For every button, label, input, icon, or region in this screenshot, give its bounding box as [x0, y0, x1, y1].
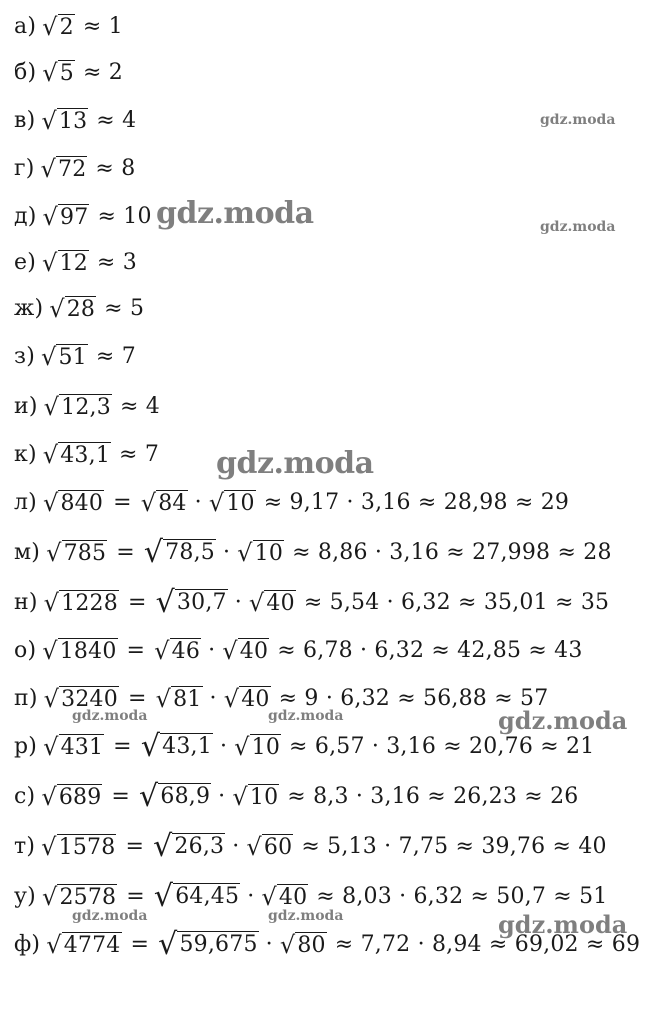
square-root: [43, 734, 104, 759]
watermark: gdz.moda: [540, 112, 616, 128]
radicand: 30,7: [176, 590, 227, 615]
square-root: [46, 540, 107, 565]
radical-sign: √: [41, 882, 58, 911]
solution-line: [14, 530, 612, 574]
radicand: 51: [58, 344, 87, 370]
item-label: е): [14, 249, 37, 275]
solution-line: [14, 628, 583, 672]
square-root: [232, 784, 279, 809]
multiply-dot: ·: [232, 833, 240, 859]
radicand: 1840: [59, 638, 117, 664]
item-label: у): [14, 883, 36, 909]
watermark: gdz.moda: [498, 910, 628, 939]
radical-sign: √: [232, 782, 248, 811]
square-root: [41, 156, 88, 181]
multiply-dot: ·: [234, 589, 242, 615]
item-label: н): [14, 589, 38, 615]
radical-sign: √: [43, 732, 59, 761]
equals-sign: =: [126, 637, 146, 663]
radical-sign: √: [154, 636, 170, 665]
multiply-dot: ·: [209, 685, 217, 711]
radical-sign: √: [143, 535, 164, 570]
solution-line: [14, 580, 609, 624]
watermark: gdz.moda: [216, 446, 374, 481]
radical-sign: √: [42, 12, 58, 41]
radical-sign: √: [153, 829, 173, 864]
radical-sign: √: [261, 882, 277, 911]
approximation: ≈ 9 · 6,32 ≈ 56,88 ≈ 57: [278, 685, 549, 711]
radicand: 840: [60, 490, 104, 516]
solution-line: [14, 50, 123, 94]
equals-sign: =: [126, 883, 145, 909]
radical-sign: √: [208, 488, 225, 517]
approximation: ≈ 5,54 · 6,32 ≈ 35,01 ≈ 35: [303, 589, 610, 615]
square-root: [153, 829, 225, 864]
solution-line: [14, 432, 159, 476]
approximation: ≈ 8,3 · 3,16 ≈ 26,23 ≈ 26: [287, 783, 579, 809]
radicand: 13: [58, 108, 88, 134]
solution-line: [14, 4, 123, 48]
radical-sign: √: [222, 636, 238, 665]
radical-sign: √: [237, 538, 253, 567]
approximation: ≈ 8,86 · 3,16 ≈ 27,998 ≈ 28: [292, 539, 612, 565]
equals-sign: =: [113, 489, 132, 515]
radicand: 10: [251, 734, 281, 760]
radicand: 1578: [58, 834, 116, 860]
multiply-dot: ·: [247, 883, 255, 909]
radical-sign: √: [41, 782, 57, 811]
radical-sign: √: [139, 779, 159, 814]
radicand: 72: [58, 156, 87, 182]
square-root: [154, 638, 201, 663]
radicand: 43,1: [162, 734, 212, 759]
square-root: [43, 490, 104, 515]
radical-sign: √: [140, 488, 157, 517]
radicand: 785: [63, 540, 107, 566]
approximation: ≈ 8,03 · 6,32 ≈ 50,7 ≈ 51: [316, 883, 608, 909]
radicand: 60: [263, 834, 293, 860]
solution-line: [14, 286, 144, 330]
radicand: 12,3: [61, 394, 111, 420]
square-root: [222, 638, 269, 663]
radicand: 40: [278, 884, 308, 910]
square-root: [280, 932, 327, 957]
square-root: [246, 834, 293, 859]
radicand: 28: [66, 296, 96, 322]
square-root: [44, 590, 119, 615]
item-label: в): [14, 107, 36, 133]
approximation: ≈ 7: [119, 441, 160, 467]
radical-sign: √: [43, 588, 60, 617]
radical-sign: √: [42, 202, 59, 231]
approximation: ≈ 6,57 · 3,16 ≈ 20,76 ≈ 21: [289, 733, 595, 759]
approximation: ≈ 2: [82, 59, 123, 85]
square-root: [44, 686, 119, 711]
multiply-dot: ·: [222, 539, 231, 565]
multiply-dot: ·: [208, 637, 216, 663]
radicand: 97: [60, 204, 89, 230]
radical-sign: √: [153, 879, 174, 914]
square-root: [42, 60, 75, 85]
equals-sign: =: [127, 685, 147, 711]
radicand: 46: [171, 638, 201, 664]
square-root: [224, 686, 271, 711]
item-label: л): [14, 489, 37, 515]
radicand: 10: [226, 490, 255, 516]
square-root: [249, 590, 296, 615]
multiply-dot: ·: [219, 733, 228, 759]
solution-line: [14, 774, 578, 818]
item-label: с): [14, 783, 36, 809]
multiply-dot: ·: [265, 931, 273, 957]
watermark: gdz.moda: [156, 196, 314, 231]
radicand: 40: [241, 686, 270, 712]
watermark: gdz.moda: [540, 219, 616, 235]
watermark: gdz.moda: [72, 708, 148, 724]
equals-sign: =: [116, 539, 135, 565]
radical-sign: √: [158, 927, 178, 962]
radical-sign: √: [49, 294, 65, 323]
radical-sign: √: [46, 538, 62, 567]
approximation: ≈ 10: [97, 203, 152, 229]
radicand: 2: [59, 14, 74, 40]
item-label: б): [14, 59, 37, 85]
radical-sign: √: [40, 154, 57, 183]
square-root: [234, 734, 281, 759]
watermark: gdz.moda: [72, 908, 148, 924]
multiply-dot: ·: [218, 783, 226, 809]
square-root: [156, 686, 203, 711]
radicand: 43,1: [60, 442, 111, 468]
approximation: ≈ 5,13 · 7,75 ≈ 39,76 ≈ 40: [301, 833, 607, 859]
radical-sign: √: [43, 392, 60, 421]
watermark: gdz.moda: [268, 908, 344, 924]
equals-sign: =: [130, 931, 150, 957]
radical-sign: √: [234, 732, 250, 761]
radicand: 59,675: [179, 932, 258, 957]
item-label: о): [14, 637, 37, 663]
solution-line: [14, 334, 136, 378]
radicand: 3240: [61, 686, 118, 712]
watermark: gdz.moda: [268, 708, 344, 724]
radical-sign: √: [40, 342, 57, 371]
radical-sign: √: [279, 930, 296, 959]
radical-sign: √: [42, 58, 58, 87]
radical-sign: √: [43, 684, 60, 713]
square-root: [43, 442, 111, 467]
radicand: 4774: [63, 932, 121, 958]
radicand: 10: [249, 784, 279, 810]
radical-sign: √: [46, 930, 62, 959]
radical-sign: √: [42, 636, 58, 665]
approximation: ≈ 5: [104, 295, 145, 321]
approximation: ≈ 4: [119, 393, 160, 419]
radicand: 26,3: [174, 834, 225, 859]
square-root: [41, 108, 88, 133]
square-root: [155, 585, 228, 620]
square-root: [41, 784, 102, 809]
item-label: к): [14, 441, 37, 467]
radicand: 1228: [61, 590, 118, 616]
square-root: [49, 296, 96, 321]
square-root: [153, 879, 240, 914]
item-label: г): [14, 155, 35, 181]
radical-sign: √: [42, 440, 59, 469]
item-label: ж): [14, 295, 44, 321]
item-label: т): [14, 833, 36, 859]
square-root: [41, 834, 116, 859]
approximation: ≈ 8: [95, 155, 136, 181]
watermark: gdz.moda: [498, 706, 628, 735]
approximation: ≈ 9,17 · 3,16 ≈ 28,98 ≈ 29: [263, 489, 570, 515]
item-label: а): [14, 13, 37, 39]
square-root: [42, 250, 89, 275]
radical-sign: √: [248, 588, 265, 617]
approximation: ≈ 1: [82, 13, 123, 39]
square-root: [209, 490, 256, 515]
approximation: ≈ 3: [96, 249, 137, 275]
square-root: [42, 638, 117, 663]
radicand: 80: [297, 932, 326, 958]
item-label: п): [14, 685, 38, 711]
radical-sign: √: [41, 832, 57, 861]
radicand: 78,5: [165, 540, 215, 565]
square-root: [43, 204, 90, 229]
radicand: 64,45: [175, 884, 240, 909]
radical-sign: √: [42, 488, 59, 517]
radical-sign: √: [41, 106, 57, 135]
solution-line: [14, 146, 135, 190]
approximation: ≈ 7: [95, 343, 136, 369]
solution-line: [14, 384, 160, 428]
radicand: 10: [254, 540, 284, 566]
square-root: [42, 14, 75, 39]
multiply-dot: ·: [194, 489, 202, 515]
approximation: ≈ 6,78 · 6,32 ≈ 42,85 ≈ 43: [277, 637, 583, 663]
radicand: 68,9: [160, 784, 211, 809]
radical-sign: √: [223, 684, 240, 713]
item-label: ф): [14, 931, 41, 957]
approximation: ≈ 7,72 · 8,94 ≈ 69,02 ≈ 69: [334, 931, 641, 957]
equals-sign: =: [127, 589, 147, 615]
solution-line: [14, 194, 152, 238]
radical-sign: √: [155, 585, 175, 620]
radicand: 5: [59, 60, 74, 86]
solution-line: [14, 240, 137, 284]
square-root: [237, 540, 284, 565]
radicand: 40: [266, 590, 295, 616]
square-root: [46, 932, 121, 957]
equals-sign: =: [125, 833, 145, 859]
item-label: м): [14, 539, 41, 565]
square-root: [139, 779, 211, 814]
equals-sign: =: [111, 783, 131, 809]
solution-line: [14, 480, 569, 524]
square-root: [143, 535, 216, 570]
radicand: 689: [58, 784, 102, 810]
radicand: 2578: [59, 884, 117, 910]
radical-sign: √: [140, 729, 161, 764]
square-root: [140, 729, 213, 764]
square-root: [42, 884, 117, 909]
radical-sign: √: [246, 832, 262, 861]
square-root: [41, 344, 88, 369]
item-label: з): [14, 343, 35, 369]
item-label: р): [14, 733, 38, 759]
square-root: [44, 394, 112, 419]
solution-line: [14, 824, 607, 868]
radicand: 431: [60, 734, 104, 760]
radicand: 84: [158, 490, 187, 516]
approximation: ≈ 4: [96, 107, 137, 133]
item-label: и): [14, 393, 38, 419]
solution-line: [14, 98, 136, 142]
item-label: д): [14, 203, 37, 229]
radicand: 40: [239, 638, 269, 664]
square-root: [141, 490, 188, 515]
equals-sign: =: [113, 733, 132, 759]
square-root: [158, 927, 259, 962]
radical-sign: √: [155, 684, 172, 713]
radicand: 81: [173, 686, 202, 712]
radicand: 12: [59, 250, 88, 276]
radical-sign: √: [42, 248, 58, 277]
square-root: [261, 884, 308, 909]
